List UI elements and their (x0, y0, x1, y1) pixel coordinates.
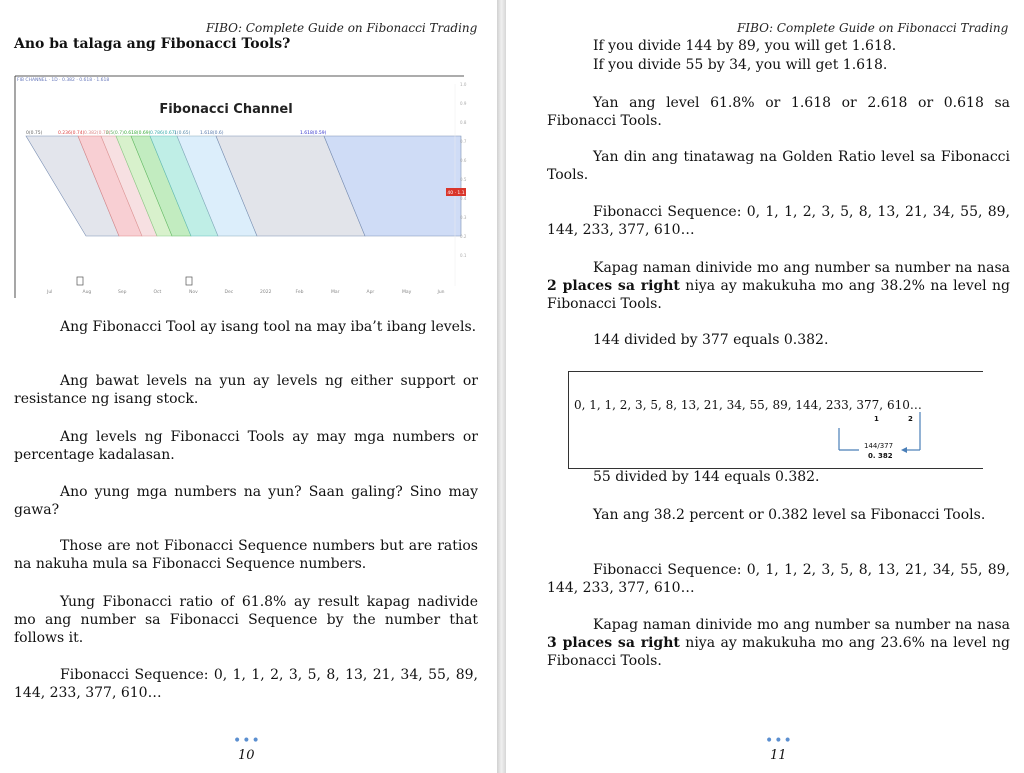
chart-x-label: Dec (224, 290, 234, 295)
paragraph: Ang levels ng Fibonacci Tools ay may mga numbers or percentage kadalasan. (14, 429, 478, 463)
marker-icon (77, 277, 83, 285)
paragraph: Ang bawat levels na yun ay levels ng either support or resistance ng isang stock. (14, 373, 478, 407)
chart-x-label: Feb (295, 290, 304, 295)
svg-text:1(0.65): 1(0.65) (174, 131, 191, 136)
paragraph: Fibonacci Sequence: 0, 1, 1, 2, 3, 5, 8, 13, 21, 34, 55, 89, 144, 233, 377, 610… (547, 204, 1010, 238)
svg-text:FIB CHANNEL · 1D · 0.382 · 0.6: FIB CHANNEL · 1D · 0.382 · 0.618 · 1.618 (17, 78, 110, 83)
paragraph: Ano yung mga numbers na yun? Saan galing? Sino may gawa? (14, 484, 478, 518)
page-number: 10 (238, 748, 255, 763)
svg-text:0.7: 0.7 (460, 139, 467, 144)
paragraph: 144 divided by 377 equals 0.382. (593, 332, 829, 348)
svg-text:0(0.75): 0(0.75) (26, 131, 43, 136)
svg-text:0.236(0.74): 0.236(0.74) (58, 131, 85, 136)
chart-x-label: Jul (47, 290, 53, 295)
svg-text:0.3: 0.3 (460, 215, 467, 220)
intro-line: If you divide 55 by 34, you will get 1.618. (593, 57, 888, 73)
mark-two: 2 (908, 415, 913, 423)
paragraph: Kapag naman dinivide mo ang number sa number na nasa 2 places sa right niya ay makukuha mo ang 38.2% na level ng Fibonacci Tools. (547, 260, 1010, 312)
fraction-label: 144/377 (864, 442, 894, 450)
book-gutter (497, 0, 506, 773)
chart-x-label: Sep (118, 290, 127, 295)
left-page (0, 0, 497, 773)
svg-text:0.786(0.67): 0.786(0.67) (150, 131, 177, 136)
fibonacci-ratio-diagram (568, 371, 983, 469)
page-ornament: ••• (233, 733, 261, 749)
chart-x-label: Jun (437, 290, 445, 295)
right-page (506, 0, 1024, 773)
fibonacci-channel-image (14, 74, 468, 298)
svg-text:0.618(0.69): 0.618(0.69) (124, 131, 151, 136)
paragraph: Yan ang level 61.8% or 1.618 or 2.618 or 0.618 sa Fibonacci Tools. (547, 95, 1010, 129)
chart-x-label: Mar (331, 290, 340, 295)
page-ornament: ••• (765, 733, 793, 749)
paragraph: Fibonacci Sequence: 0, 1, 1, 2, 3, 5, 8, 13, 21, 34, 55, 89, 144, 233, 377, 610… (547, 562, 1010, 596)
svg-text:0.4: 0.4 (460, 196, 467, 201)
svg-text:0.2: 0.2 (460, 234, 467, 239)
svg-text:1.618(0.59): 1.618(0.59) (300, 131, 327, 136)
book-title-header: FIBO: Complete Guide on Fibonacci Trading (206, 21, 478, 35)
svg-text:1.618(0.6): 1.618(0.6) (200, 131, 224, 136)
paragraph: Kapag naman dinivide mo ang number sa number na nasa 3 places sa right niya ay makukuha mo ang 23.6% na level ng Fibonacci Tools. (547, 617, 1010, 669)
diagram-arrows (569, 372, 983, 468)
chart-x-label: Nov (189, 290, 198, 295)
svg-text:1.0: 1.0 (460, 82, 467, 87)
chart-x-label: May (402, 290, 412, 295)
intro-line: If you divide 144 by 89, you will get 1.618. (593, 38, 897, 54)
chart-x-label: 2022 (260, 290, 272, 295)
chart-title: Fibonacci Channel (159, 102, 293, 117)
paragraph: Yan ang 38.2 percent or 0.382 level sa Fibonacci Tools. (593, 507, 986, 523)
diagram-sequence: 0, 1, 1, 2, 3, 5, 8, 13, 21, 34, 55, 89, 144, 233, 377, 610… (574, 398, 922, 412)
svg-text:0.382(0.72): 0.382(0.72) (84, 131, 111, 136)
book-title-header: FIBO: Complete Guide on Fibonacci Trading (737, 21, 1009, 35)
chart-x-label: Aug (82, 290, 92, 295)
svg-text:0.5: 0.5 (460, 177, 467, 182)
paragraph: Ang Fibonacci Tool ay isang tool na may iba’t ibang levels. (60, 319, 477, 335)
svg-text:0.1: 0.1 (460, 253, 467, 258)
paragraph: Fibonacci Sequence: 0, 1, 1, 2, 3, 5, 8, 13, 21, 34, 55, 89, 144, 233, 377, 610… (14, 667, 478, 701)
svg-text:0.9: 0.9 (460, 101, 467, 106)
svg-text:0.6: 0.6 (460, 158, 467, 163)
paragraph: Yung Fibonacci ratio of 61.8% ay result kapag nadivide mo ang number sa Fibonacci Sequence by the number that follows it. (14, 594, 478, 646)
svg-text:0.8: 0.8 (460, 120, 467, 125)
result-label: 0. 382 (868, 452, 893, 460)
fibonacci-channel-chart (14, 74, 468, 298)
marker-icon (186, 277, 192, 285)
paragraph: Yan din ang tinatawag na Golden Ratio level sa Fibonacci Tools. (547, 149, 1010, 183)
svg-text:0.5(0.7): 0.5(0.7) (106, 131, 124, 136)
section-heading: Ano ba talaga ang Fibonacci Tools? (14, 36, 291, 52)
chart-x-label: Apr (366, 290, 375, 295)
paragraph: Those are not Fibonacci Sequence numbers but are ratios na nakuha mula sa Fibonacci Sequence numbers. (14, 538, 478, 572)
page-number: 11 (770, 748, 787, 763)
svg-text:40 · 1.1: 40 · 1.1 (447, 191, 465, 196)
mark-one: 1 (874, 415, 879, 423)
paragraph: 55 divided by 144 equals 0.382. (593, 469, 820, 485)
chart-x-label: Oct (153, 290, 162, 295)
